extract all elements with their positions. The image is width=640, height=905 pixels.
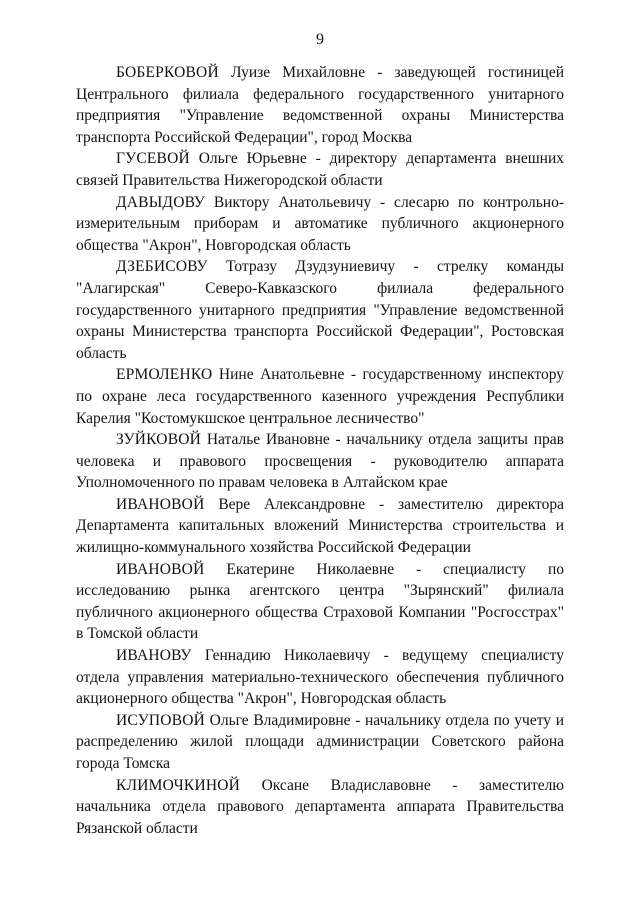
award-entry [76,429,564,494]
award-entry [76,192,564,257]
entry-details: Ольге Владимировне - начальнику отдела по учету и распределению жилой площади администрации Советского района города Томска [76,711,564,772]
entry-surname: ИСУПОВОЙ [116,711,206,729]
entry-surname: ИВАНОВОЙ [116,495,205,513]
award-entry [76,710,564,775]
entry-details: Ольге Юрьевне - директору департамента внешних связей Правительства Нижегородской области [76,150,564,189]
entry-surname: ЕРМОЛЕНКО [116,366,213,384]
award-entry [76,645,564,710]
entry-details: Нине Анатольевне - государственному инспектору по охране леса государственного казенного учреждения Республики Карелия "Костомукшское центральное лесничество" [76,366,564,427]
entry-surname: ИВАНОВУ [116,647,192,665]
entry-details: Тотразу Дзудзуниевичу - стрелку команды "Алагирская" Северо-Кавказского филиала федерального государственного унитарного предприятия "Управление ведомственной охраны Министерства транспорта Российской Федерации", Ростовская область [76,258,564,362]
entry-surname: БОБЕРКОВОЙ [116,64,219,81]
award-entry [76,775,564,840]
award-entry [76,364,564,429]
entry-details: Геннадию Николаевичу - ведущему специалисту отдела управления материально-технического обеспечения публичного акционерного общества "Акрон", Новгородская область [76,647,564,708]
entry-surname: ГУСЕВОЙ [116,150,190,168]
entry-surname: ЗУЙКОВОЙ [116,431,202,449]
entry-surname: ИВАНОВОЙ [116,560,205,578]
award-list [76,62,564,839]
entry-details: Вере Александровне - заместителю директора Департамента капитальных вложений Министерства строительства и жилищно-коммунального хозяйства Российской Федерации [76,495,564,557]
page-number: 9 [316,31,324,48]
award-entry [76,256,564,364]
entry-surname: ДЗЕБИСОВУ [116,258,208,276]
entry-details: Виктору Анатольевичу - слесарю по контрольно-измерительным приборам и автоматике публичного акционерного общества "Акрон", Новгородская область [76,193,564,254]
entry-surname: КЛИМОЧКИНОЙ [116,776,241,794]
award-entry [76,148,564,191]
entry-details: Екатерине Николаевне - специалисту по исследованию рынка агентского центра "Зырянский" филиала публичного акционерного общества Страховой Компании "Росгосстрах" в Томской области [76,560,564,643]
award-entry [76,559,564,645]
entry-details: Наталье Ивановне - начальнику отдела защиты прав человека и правового просвещения - руководителю аппарата Уполномоченного по правам человека в Алтайском крае [76,431,564,492]
award-entry [76,494,564,559]
entry-surname: ДАВЫДОВУ [116,193,206,211]
award-entry [76,62,564,148]
entry-details: Оксане Владиславовне - заместителю начальника отдела правового департамента аппарата Правительства Рязанской области [76,776,564,837]
entry-details: Луизе Михайловне - заведующей гостиницей Центрального филиала федерального государственного унитарного предприятия "Управление ведомственной охраны Министерства транспорта Российской Федерации", город Москва [76,64,564,146]
